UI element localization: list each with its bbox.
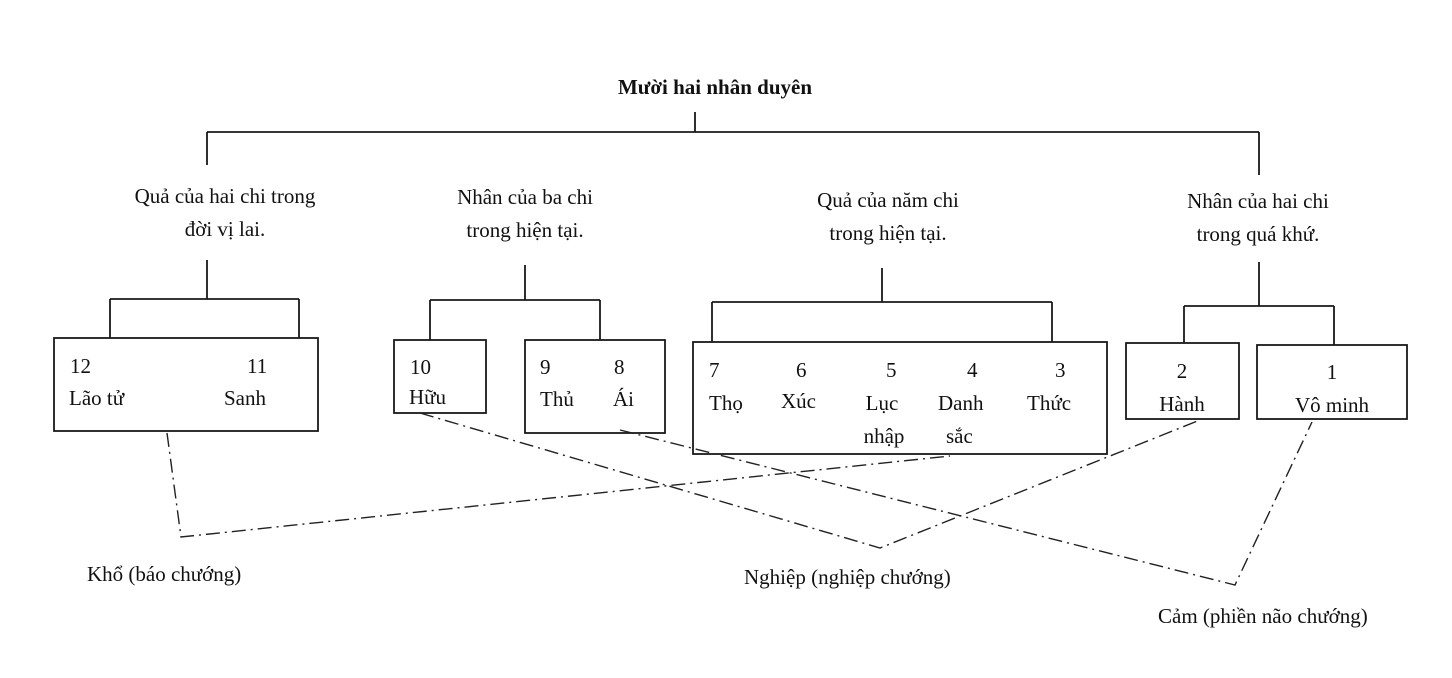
bracket-group-4	[1184, 262, 1334, 345]
link-4-number: 4	[967, 358, 978, 382]
label-cam: Cảm (phiền não chướng)	[1158, 604, 1368, 628]
bracket-group-2	[430, 265, 600, 340]
group-heading-past-causes	[1148, 185, 1368, 251]
link-9-name: Thủ	[540, 387, 574, 411]
group-heading-line: đời vị lai.	[184, 217, 266, 241]
link-1-number: 1	[1326, 360, 1338, 384]
group-heading-line: trong hiện tại.	[466, 218, 584, 242]
link-5-name-line2: nhập	[863, 424, 905, 448]
link-1-name: Vô minh	[1294, 393, 1370, 417]
link-7-name: Thọ	[709, 391, 743, 415]
link-5-name: Lục	[865, 391, 899, 415]
group-heading-line: Quả của năm chi	[817, 188, 959, 212]
link-9-number: 9	[540, 355, 551, 379]
group-heading-line: trong hiện tại.	[829, 221, 947, 245]
link-8-name: Ái	[613, 387, 634, 411]
link-2-name: Hành	[1159, 392, 1205, 416]
link-4-name: Danh	[938, 391, 984, 415]
label-nghiep: Nghiệp (nghiệp chướng)	[744, 565, 951, 589]
group-heading-future-effects	[95, 180, 355, 246]
link-10-number: 10	[410, 355, 431, 379]
group-heading-present-effects	[778, 184, 998, 250]
link-6-number: 6	[796, 358, 807, 382]
bracket-group-3	[712, 268, 1052, 342]
link-6-name: Xúc	[781, 389, 816, 413]
link-5-number: 5	[886, 358, 897, 382]
link-11-number: 11	[247, 354, 268, 378]
kho-connector	[167, 433, 950, 537]
link-12-number: 12	[70, 354, 91, 378]
link-8-number: 8	[614, 355, 625, 379]
group-heading-line: Nhân của ba chi	[457, 185, 593, 209]
label-kho: Khổ (báo chướng)	[87, 562, 242, 586]
link-12-name: Lão tử	[69, 386, 125, 410]
title-connector	[207, 112, 1259, 175]
link-7-number: 7	[709, 358, 720, 382]
bracket-group-1	[110, 260, 299, 338]
group-heading-present-causes	[415, 181, 635, 247]
group-heading-line: Nhân của hai chi	[1187, 189, 1329, 213]
link-11-name: Sanh	[224, 386, 266, 410]
link-10-name: Hữu	[409, 385, 447, 409]
group-heading-line: trong quá khứ.	[1196, 222, 1320, 246]
group-heading-line: Quả của hai chi trong	[134, 184, 316, 208]
diagram-title: Mười hai nhân duyên	[617, 75, 813, 99]
link-3-name: Thức	[1027, 391, 1072, 415]
link-4-name-line2: sắc	[946, 424, 973, 448]
link-2-number: 2	[1176, 359, 1188, 383]
link-3-number: 3	[1055, 358, 1066, 382]
